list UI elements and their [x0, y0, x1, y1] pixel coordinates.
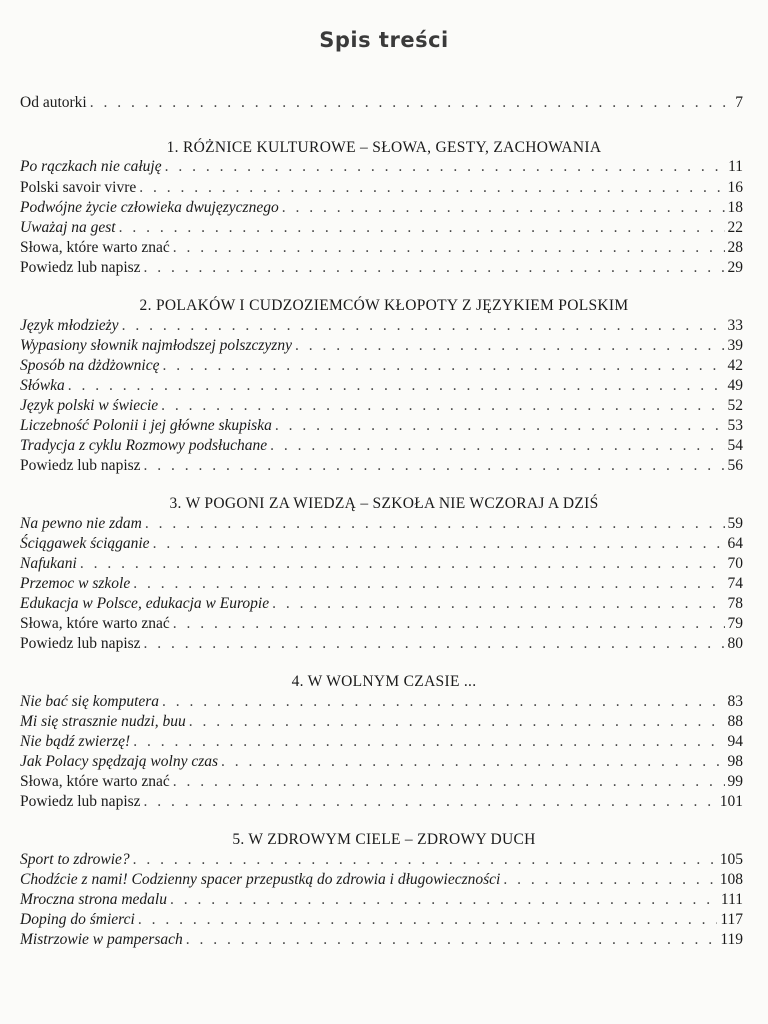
dot-leader: [133, 574, 724, 594]
entry-page-number: 117: [720, 911, 743, 928]
dot-leader: [144, 258, 725, 278]
toc-entry: [20, 614, 743, 634]
dot-leader: [133, 850, 717, 870]
entry-page-number: 111: [720, 891, 743, 908]
entry-page-number: 83: [727, 693, 743, 710]
entry-title: Słowa, które warto znać: [20, 773, 170, 790]
section-heading: 3. W POGONI ZA WIEDZĄ – SZKOŁA NIE WCZORAJ A DZIŚ: [169, 495, 599, 512]
toc-entry: [20, 316, 743, 336]
entry-title: Język polski w świecie: [20, 397, 159, 414]
entry-page-number: 11: [728, 158, 743, 175]
entry-title: Chodźcie z nami! Codzienny spacer przepustką do zdrowia i długowieczności: [20, 871, 501, 888]
toc-entry: [20, 514, 743, 534]
entry-page-number: 79: [727, 615, 743, 632]
entry-title: Sposób na dżdżownicę: [20, 357, 160, 374]
dot-leader: [153, 534, 725, 554]
toc-entry: [20, 238, 743, 258]
entry-page-number: 54: [727, 437, 743, 454]
entry-title: Edukacja w Polsce, edukacja w Europie: [20, 595, 270, 612]
entry-title: Po rączkach nie całuję: [20, 158, 162, 175]
entry-title: Słowa, które warto znać: [20, 239, 170, 256]
toc-entry: [20, 772, 743, 792]
dot-leader: [163, 356, 725, 376]
entry-page-number: 22: [727, 219, 743, 236]
toc-entry: [20, 752, 743, 772]
dot-leader: [133, 732, 724, 752]
dot-leader: [144, 792, 717, 812]
dot-leader: [122, 316, 725, 336]
dot-leader: [272, 594, 724, 614]
entry-page-number: 42: [727, 357, 743, 374]
dot-leader: [80, 554, 725, 574]
entry-title: Polski savoir vivre: [20, 179, 137, 196]
dot-leader: [119, 218, 725, 238]
entry-page-number: 88: [727, 713, 743, 730]
entry-page-number: 105: [719, 851, 743, 868]
dot-leader: [165, 157, 725, 177]
toc-entry: [20, 890, 743, 910]
toc-entry: [20, 336, 743, 356]
section-heading: 1. RÓŻNICE KULTUROWE – SŁOWA, GESTY, ZACHOWANIA: [166, 139, 602, 156]
entry-page-number: 49: [727, 377, 743, 394]
dot-leader: [173, 614, 725, 634]
toc-entry: [20, 554, 743, 574]
dot-leader: [144, 456, 725, 476]
entry-title: Ściągawek ściąganie: [20, 535, 150, 552]
dot-leader: [270, 436, 724, 456]
dot-leader: [173, 238, 725, 258]
entry-title: Mi się strasznie nudzi, buu: [20, 713, 186, 730]
toc-entry: [20, 356, 743, 376]
entry-title: Słowa, które warto znać: [20, 615, 170, 632]
entry-title: Powiedz lub napisz: [20, 457, 141, 474]
dot-leader: [144, 634, 725, 654]
toc-entry: [20, 870, 743, 890]
toc-entry: [20, 792, 743, 812]
section-heading: 4. W WOLNYM CZASIE ...: [291, 673, 477, 690]
entry-title: Mroczna strona medalu: [20, 891, 167, 908]
entry-title: Podwójne życie człowieka dwujęzycznego: [20, 199, 279, 216]
toc-entry: [20, 198, 743, 218]
toc-entry: [20, 376, 743, 396]
entry-title: Od autorki: [20, 94, 87, 111]
entry-page-number: 108: [719, 871, 743, 888]
toc-entry: [20, 534, 743, 554]
entry-page-number: 64: [727, 535, 743, 552]
dot-leader: [186, 930, 718, 950]
entry-title: Mistrzowie w pampersach: [20, 931, 183, 948]
dot-leader: [221, 752, 724, 772]
entry-title: Nie bać się komputera: [20, 693, 160, 710]
entry-title: Sport to zdrowie?: [20, 851, 130, 868]
toc-entry: [20, 456, 743, 476]
toc-entry: [20, 178, 743, 198]
entry-page-number: 39: [727, 337, 743, 354]
dot-leader: [189, 712, 725, 732]
toc-entry: [20, 416, 743, 436]
toc-entry: [20, 634, 743, 654]
entry-title: Powiedz lub napisz: [20, 635, 141, 652]
entry-page-number: 28: [727, 239, 743, 256]
entry-page-number: 78: [727, 595, 743, 612]
page-title: Spis treści: [319, 28, 449, 52]
toc-entry: [20, 930, 743, 950]
dot-leader: [138, 910, 718, 930]
toc-entry: [20, 910, 743, 930]
entry-title: Uważaj na gest: [20, 219, 116, 236]
dot-leader: [139, 178, 724, 198]
entry-title: Język młodzieży: [20, 317, 119, 334]
toc-entry: [20, 712, 743, 732]
entry-page-number: 53: [727, 417, 743, 434]
entry-page-number: 80: [727, 635, 743, 652]
entry-title: Powiedz lub napisz: [20, 793, 141, 810]
entry-title: Słówka: [20, 377, 65, 394]
dot-leader: [275, 416, 725, 436]
toc-entry: [20, 157, 743, 177]
toc-entry: [20, 218, 743, 238]
entry-title: Nie bądź zwierzę!: [20, 733, 131, 750]
dot-leader: [295, 336, 725, 356]
dot-leader: [145, 514, 725, 534]
entry-page-number: 59: [727, 515, 743, 532]
entry-page-number: 101: [719, 793, 743, 810]
entry-title: Na pewno nie zdam: [20, 515, 142, 532]
toc-entry: [20, 692, 743, 712]
entry-page-number: 94: [727, 733, 743, 750]
entry-title: Powiedz lub napisz: [20, 259, 141, 276]
dot-leader: [68, 376, 725, 396]
toc-entry: [20, 436, 743, 456]
entry-page-number: 29: [727, 259, 743, 276]
entry-page-number: 99: [727, 773, 743, 790]
dot-leader: [170, 890, 718, 910]
toc-entry: [20, 258, 743, 278]
toc-entry: [20, 732, 743, 752]
entry-page-number: 70: [727, 555, 743, 572]
entry-page-number: 16: [727, 179, 743, 196]
entry-page-number: 119: [720, 931, 743, 948]
entry-title: Tradycja z cyklu Rozmowy podsłuchane: [20, 437, 268, 454]
entry-page-number: 33: [727, 317, 743, 334]
toc-entry-intro: [20, 93, 743, 113]
entry-page-number: 74: [727, 575, 743, 592]
dot-leader: [161, 396, 724, 416]
dot-leader: [173, 772, 725, 792]
entry-title: Wypasiony słownik najmłodszej polszczyzny: [20, 337, 292, 354]
section-heading: 5. W ZDROWYM CIELE – ZDROWY DUCH: [232, 831, 536, 848]
section-heading: 2. POLAKÓW I CUDZOZIEMCÓW KŁOPOTY Z JĘZYKIEM POLSKIM: [139, 297, 629, 314]
toc-entry: [20, 574, 743, 594]
entry-page-number: 98: [727, 753, 743, 770]
entry-title: Przemoc w szkole: [20, 575, 131, 592]
entry-title: Nafukani: [20, 555, 77, 572]
entry-title: Jak Polacy spędzają wolny czas: [20, 753, 219, 770]
entry-page-number: 18: [727, 199, 743, 216]
entry-title: Doping do śmierci: [20, 911, 135, 928]
toc-entry: [20, 396, 743, 416]
entry-page-number: 52: [727, 397, 743, 414]
toc-entry: [20, 850, 743, 870]
dot-leader: [90, 93, 733, 113]
toc-entry: [20, 594, 743, 614]
entry-title: Liczebność Polonii i jej główne skupiska: [20, 417, 272, 434]
dot-leader: [282, 198, 725, 218]
entry-page-number: 56: [727, 457, 743, 474]
entry-page-number: 7: [735, 94, 743, 111]
dot-leader: [503, 870, 716, 890]
dot-leader: [162, 692, 724, 712]
